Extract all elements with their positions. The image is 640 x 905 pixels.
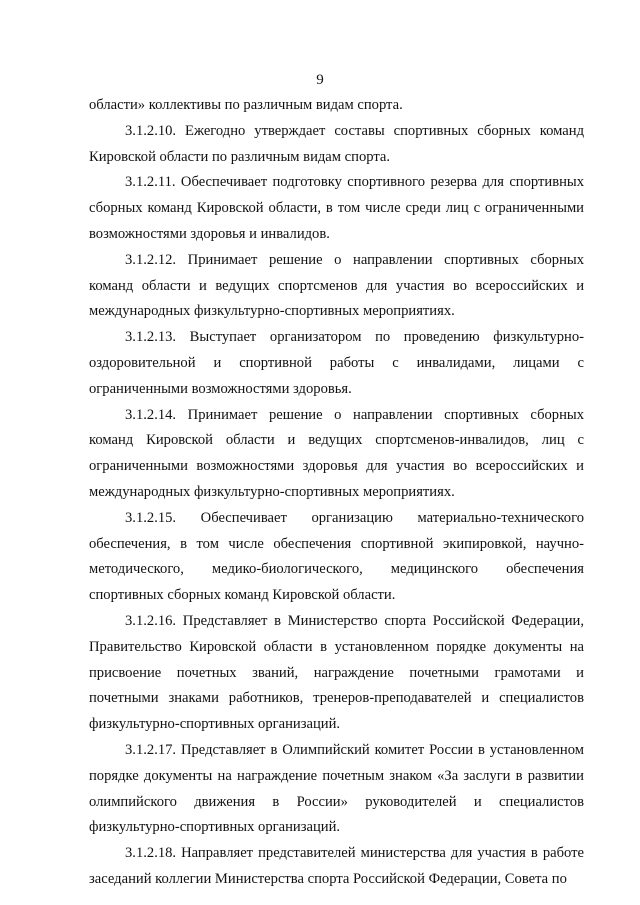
paragraph-3-1-2-14: 3.1.2.14. Принимает решение о направлении спортивных сборных команд Кировской области и ведущих спортсменов-инвалидов, лиц с ограниченными возможностями здоровья для участия во всероссийских и международных физкультурно-спортивных мероприятиях. bbox=[89, 406, 584, 500]
paragraph-3-1-2-16: 3.1.2.16. Представляет в Министерство спорта Российской Федерации, Правительство Кировской области в установленном порядке документы на присвоение почетных званий, награждение почетными грамотами и почетными знаками работников, тренеров-преподавателей и специалистов физкультурно-спортивных организаций. bbox=[89, 612, 584, 733]
paragraph-3-1-2-17: 3.1.2.17. Представляет в Олимпийский комитет России в установленном порядке документы на награждение почетным знаком «За заслуги в развитии олимпийского движения в России» руководителей и специалистов физкультурно-спортивных организаций. bbox=[89, 741, 584, 836]
paragraph-continuation: области» коллективы по различным видам спорта. bbox=[89, 97, 403, 113]
page-number: 9 bbox=[316, 72, 324, 88]
paragraph-3-1-2-10: 3.1.2.10. Ежегодно утверждает составы спортивных сборных команд Кировской области по различным видам спорта. bbox=[89, 122, 584, 165]
paragraph-3-1-2-15: 3.1.2.15. Обеспечивает организацию материально-технического обеспечения, в том числе обеспечения спортивной экипировкой, научно-методического, медико-биологического, медицинского обеспечения спортивных сборных команд Кировской области. bbox=[89, 509, 584, 604]
paragraph-3-1-2-11: 3.1.2.11. Обеспечивает подготовку спортивного резерва для спортивных сборных команд Кировской области, в том числе среди лиц с ограниченными возможностями здоровья и инвалидов. bbox=[89, 174, 584, 242]
document-body bbox=[89, 93, 584, 893]
paragraph-3-1-2-18: 3.1.2.18. Направляет представителей министерства для участия в работе заседаний коллегии Министерства спорта Российской Федерации, Совета по bbox=[89, 845, 584, 887]
paragraph-3-1-2-13: 3.1.2.13. Выступает организатором по проведению физкультурно-оздоровительной и спортивной работы с инвалидами, лицами с ограниченными возможностями здоровья. bbox=[89, 329, 584, 397]
paragraph-3-1-2-12: 3.1.2.12. Принимает решение о направлении спортивных сборных команд области и ведущих спортсменов для участия во всероссийских и международных физкультурно-спортивных мероприятиях. bbox=[89, 251, 584, 320]
